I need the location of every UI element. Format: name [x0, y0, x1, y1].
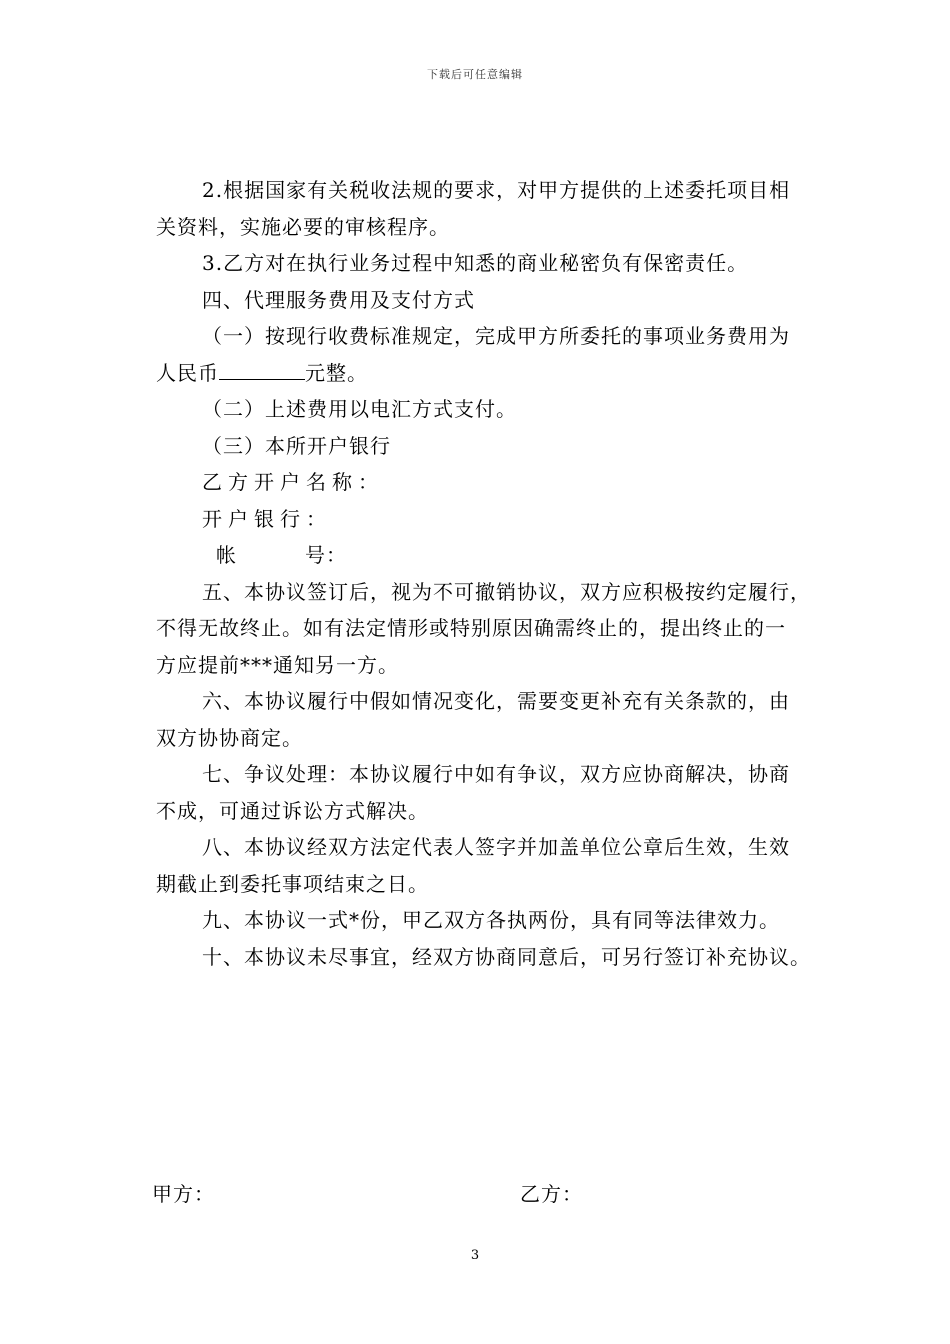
clause-2-line-2: 关资料，实施必要的审核程序。: [156, 214, 450, 239]
bank-label: 开户银行：: [202, 506, 332, 531]
clause-2-line-1: 2.根据国家有关税收法规的要求，对甲方提供的上述委托项目相: [202, 178, 791, 202]
page-header-note: 下载后可任意编辑: [427, 68, 523, 81]
page-number: 3: [470, 1248, 480, 1263]
section-6-line-2: 双方协协商定。: [156, 725, 303, 750]
section-7-line-2: 不成，可通过诉讼方式解决。: [156, 798, 429, 823]
clause-3: 3.乙方对在执行业务过程中知悉的商业秘密负有保密责任。: [202, 251, 749, 275]
section-4-1-line-2: [156, 355, 836, 392]
account-char-1: 帐: [216, 543, 237, 567]
section-5-line-3: 方应提前***通知另一方。: [156, 652, 399, 677]
section-4-heading: 四、代理服务费用及支付方式: [202, 287, 475, 312]
section-6-line-1: 六、本协议履行中假如情况变化，需要变更补充有关条款的，由: [202, 689, 790, 713]
section-7-line-1: 七、争议处理：本协议履行中如有争议，双方应协商解决，协商: [202, 762, 790, 786]
section-4-3: （三）本所开户银行: [202, 433, 391, 458]
account-number-label: [156, 537, 836, 574]
currency-suffix: 元整。: [305, 360, 368, 385]
section-4-2: （二）上述费用以电汇方式支付。: [202, 397, 517, 421]
section-5-line-2: 不得无故终止。如有法定情形或特别原因确需终止的，提出终止的一: [156, 616, 786, 640]
section-5-line-1: 五、本协议签订后，视为不可撤销协议，双方应积极按约定履行，: [202, 579, 811, 604]
section-8-line-1: 八、本协议经双方法定代表人签字并加盖单位公章后生效，生效: [202, 835, 790, 859]
party-a-signature-label: 甲方：: [152, 1182, 215, 1206]
party-b-signature-label: 乙方：: [520, 1182, 583, 1206]
account-name-label: 乙方开户名称：: [202, 470, 384, 494]
currency-label: 人民币: [156, 360, 219, 385]
account-char-2: 号：: [305, 543, 347, 567]
section-9: 九、本协议一式*份，甲乙双方各执两份，具有同等法律效力。: [202, 908, 780, 932]
section-4-1-line-1: （一）按现行收费标准规定，完成甲方所委托的事项业务费用为: [202, 324, 790, 348]
section-8-line-2: 期截止到委托事项结束之日。: [156, 871, 429, 896]
fee-amount-blank: [219, 357, 305, 380]
document-body: [156, 172, 836, 975]
section-10: 十、本协议未尽事宜，经双方协商同意后，可另行签订补充协议。: [202, 944, 811, 969]
